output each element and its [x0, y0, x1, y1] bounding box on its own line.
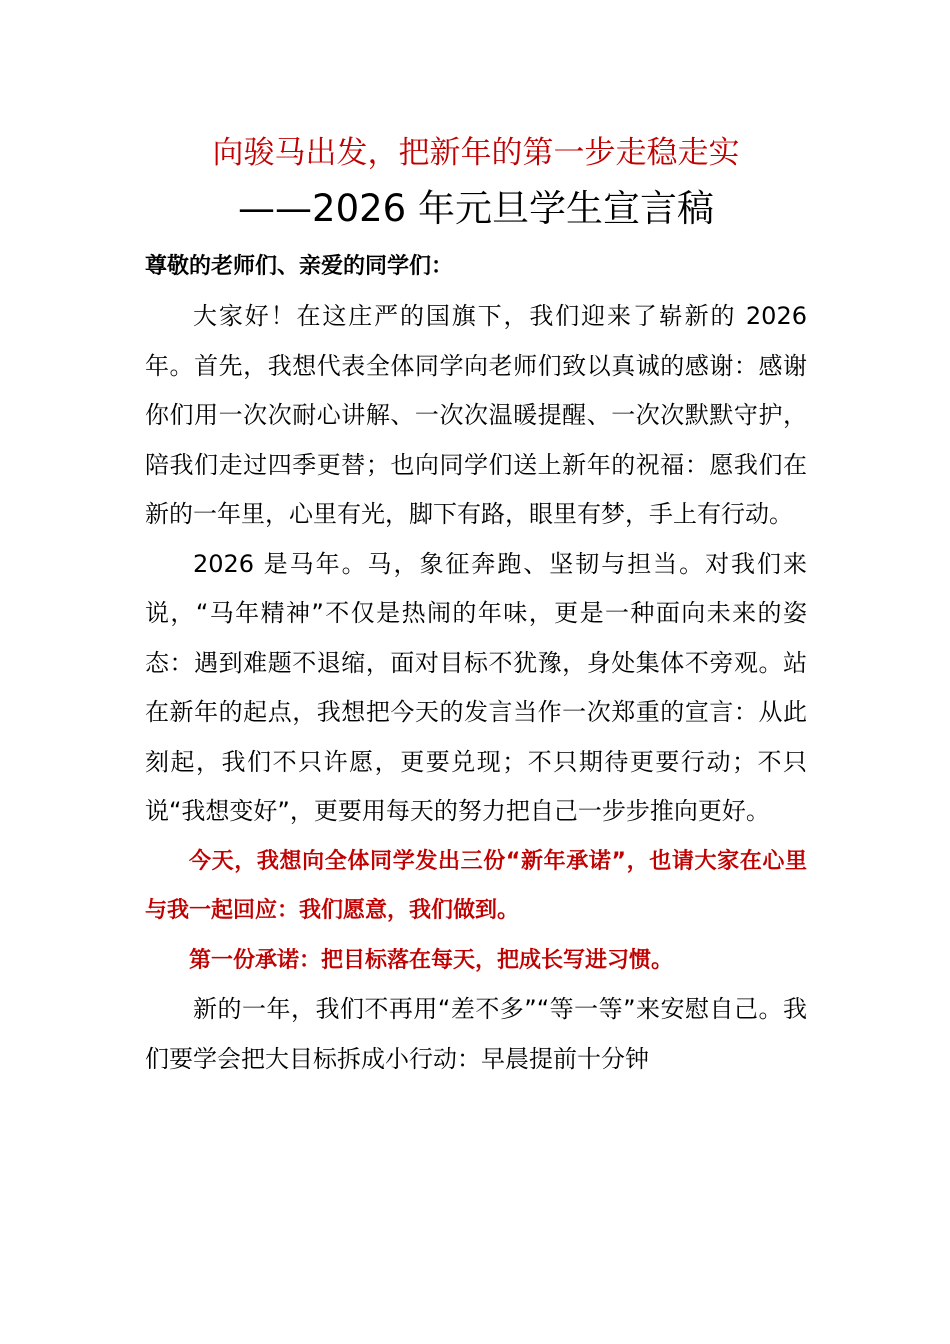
document-page — [145, 128, 807, 1084]
paragraph-promises-intro: 今天，我想向全体同学发出三份“新年承诺”，也请大家在心里与我一起回应：我们愿意，我们做到。 — [145, 848, 807, 923]
paragraph-horse-year: 2026 是马年。马，象征奔跑、坚韧与担当。对我们来说，“马年精神”不仅是热闹的年味，更是一种面向未来的姿态：遇到难题不退缩，面对目标不犹豫，身处集体不旁观。站在新年的起点，我想把今天的发言当作一次郑重的宣言：从此刻起，我们不只许愿，更要兑现；不只期待更要行动；不只说“我想变好”，更要用每天的努力把自己一步步推向更好。 — [145, 549, 807, 825]
document-title: 向骏马出发，把新年的第一步走稳走实 — [212, 135, 740, 171]
document-subtitle: ——2026 年元旦学生宣言稿 — [238, 187, 714, 230]
paragraph-greeting: 大家好！在这庄严的国旗下，我们迎来了崭新的 2026 年。首先，我想代表全体同学向老师们致以真诚的感谢：感谢你们用一次次耐心讲解、一次次温暖提醒、一次次默默守护，陪我们走过四季更替；也向同学们送上新年的祝福：愿我们在新的一年里，心里有光，脚下有路，眼里有梦，手上有行动。 — [145, 302, 807, 528]
paragraph-first-promise: 第一份承诺：把目标落在每天，把成长写进习惯。 — [189, 947, 674, 973]
paragraph-first-promise-body: 新的一年，我们不再用“差不多”“等一等”来安慰自己。我们要学会把大目标拆成小行动：早晨提前十分钟 — [145, 995, 807, 1073]
salutation: 尊敬的老师们、亲爱的同学们： — [145, 254, 454, 279]
